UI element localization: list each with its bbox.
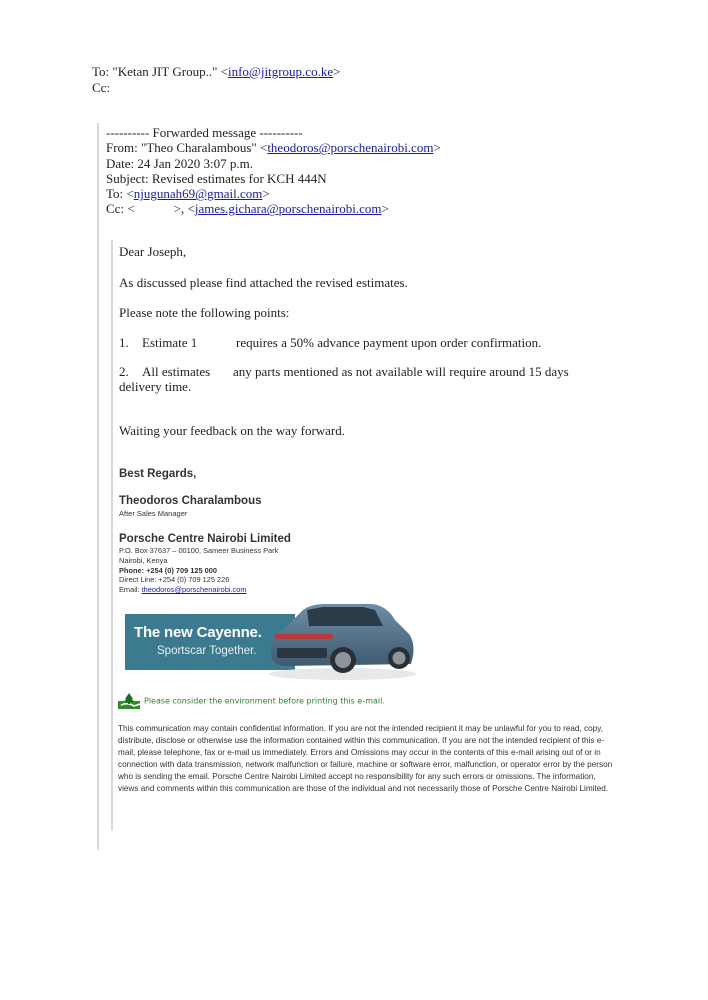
company-address-1: P.O. Box 37637 – 00100, Sameer Business Park [119,546,279,555]
outer-to-label: To: [92,64,110,79]
outer-quote-bar [97,123,99,850]
forward-date-line [106,156,441,171]
forward-subject-line [106,171,441,186]
signature [119,468,262,518]
forward-date-label: Date: [106,155,135,171]
direct-line: Direct Line: +254 (0) 709 125 226 [119,575,230,585]
forward-cc-label: Cc: [106,201,125,217]
signature-email-link[interactable]: theodoros@porschenairobi.com [141,585,247,595]
banner-tagline: Sportscar Together. [157,645,257,657]
forward-cc-first: < >, [127,201,185,217]
forward-from-name: "Theo Charalambous" [141,140,257,156]
point-text: requires a 50% advance payment upon order confirmation. [236,335,542,350]
forward-cc-email-link[interactable]: james.gichara@porschenairobi.com [194,201,382,217]
signature-email-line [119,585,291,595]
banner-headline: The new Cayenne. [134,624,262,641]
point-label: All estimates [142,364,211,379]
cayenne-banner[interactable] [125,598,420,682]
point-item [119,364,609,394]
point-number: 2. [119,364,129,379]
signer-name: Theodoros Charalambous [119,495,262,507]
forward-from-email-link[interactable]: theodoros@porschenairobi.com [267,140,434,156]
outer-email-headers [92,64,340,96]
forward-to-line: To: <njugunah69@gmail.com> [106,186,270,202]
tree-landscape-icon [118,693,140,709]
outer-cc-label: Cc: [92,80,111,95]
outer-to-line: To: "Ketan JIT Group.." <info@jitgroup.co.ke> [92,64,341,79]
signature-email-label: Email: [119,585,140,595]
forward-separator: ---------- Forwarded message ---------- [106,125,303,140]
outer-to-email-link[interactable]: info@jitgroup.co.ke [227,64,334,79]
outer-to-name: "Ketan JIT Group.." [112,64,218,79]
regards: Best Regards, [119,468,197,480]
outer-cc-line [92,80,340,96]
signer-role: After Sales Manager [119,509,188,518]
point-text: any parts mentioned as not available will require around 15 days delivery time. [119,364,569,394]
car-image-icon [263,598,418,682]
point-item [119,335,541,350]
forward-to-label: To: [106,186,124,202]
environment-note-text: Please consider the environment before printing this e-mail. [144,696,385,706]
forward-cc-line: Cc: < >, <james.gichara@porschenairobi.com> [106,201,389,217]
forward-from-label: From: [106,140,138,156]
note-paragraph: Please note the following points: [119,305,290,320]
company-name: Porsche Centre Nairobi Limited [119,533,291,545]
point-number: 1. [119,335,129,350]
forward-subject-label: Subject: [106,170,149,186]
company-phone: Phone: +254 (0) 709 125 000 [119,565,217,575]
forward-date-value: 24 Jan 2020 3:07 p.m. [137,155,253,171]
greeting: Dear Joseph, [119,244,187,259]
company-address-2: Nairobi, Kenya [119,555,168,565]
point-label: Estimate 1 [142,335,198,350]
forward-to-email-link[interactable]: njugunah69@gmail.com [133,186,263,202]
forward-subject-value: Revised estimates for KCH 444N [151,170,327,186]
legal-disclaimer: This communication may contain confidential information. If you are not the intended recipient it may be unlawful for you to read, copy, distribute, disclose or otherwise use the information contained within this communication. If you are not the intended recipient of this e-mail, please telephone, fax or e-mail us immediately. Errors and Omissions may occur in the contents of this e-mail arising out of or in connection with data transmission, network malfunction or failure, machine or software error, malfunction, or operator error by the person who is sending the email. Porsche Centre Nairobi Limited accept no responsibility for any such errors or omissions. The information, views and comments within this communication are those of the individual and not necessarily those of Porsche Centre Nairobi Limited. [118,724,613,793]
intro-paragraph: As discussed please find attached the revised estimates. [119,275,408,290]
company-block [119,532,291,595]
forwarded-headers [106,125,441,217]
inner-quote-bar [111,240,113,830]
forward-from-line: From: "Theo Charalambous" <theodoros@porschenairobi.com> [106,140,441,156]
closing-paragraph: Waiting your feedback on the way forward. [119,423,346,438]
environment-note [118,693,385,709]
